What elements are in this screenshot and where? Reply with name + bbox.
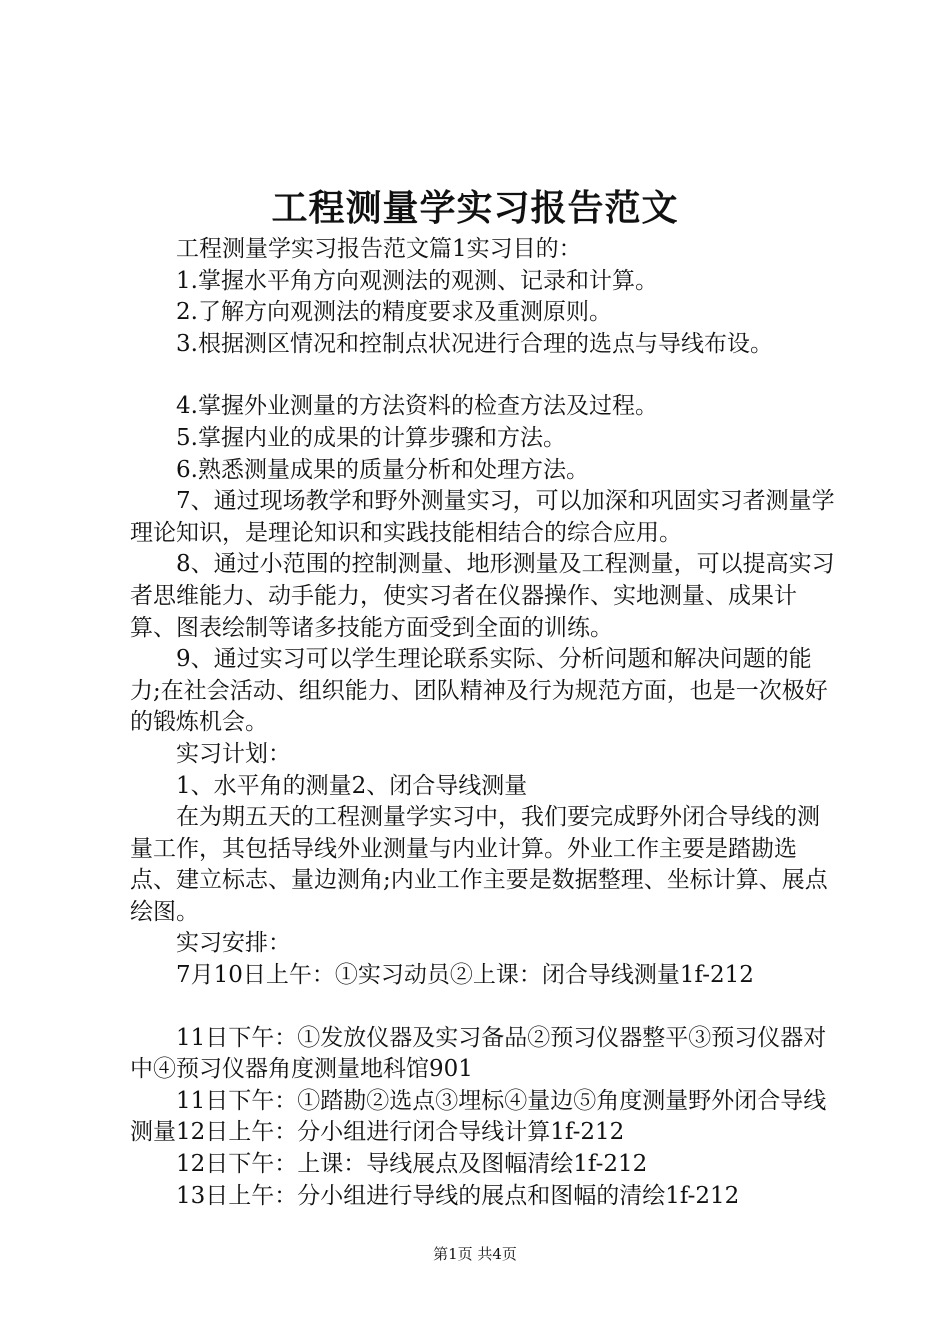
paragraph-objective-5: 5.掌握内业的成果的计算步骤和方法。 [176,424,566,451]
schedule-item-4: 12日下午：上课：导线展点及图幅清绘1f-212 [176,1151,648,1178]
heading-schedule: 实习安排： [176,930,291,957]
schedule-item-1: 7月10日上午：①实习动员②上课：闭合导线测量1f-212 [176,962,754,989]
paragraph-plan-items: 1、水平角的测量2、闭合导线测量 [176,772,528,799]
paragraph-objective-9: 9、通过实习可以学生理论联系实际、分析问题和解决问题的能力;在社会活动、组织能力、团队精神及行为规范方面，也是一次极好的锻炼机会。 [130,646,828,736]
paragraph-objective-4: 4.掌握外业测量的方法资料的检查方法及过程。 [176,393,658,420]
paragraph-intro: 工程测量学实习报告范文篇1实习目的： [176,236,582,262]
schedule-item-3: 11日下午：①踏勘②选点③埋标④量边⑤角度测量野外闭合导线测量12日上午：分小组进行闭合导线计算1f-212 [130,1087,827,1146]
schedule-item-5: 13日上午：分小组进行导线的展点和图幅的清绘1f-212 [176,1182,740,1209]
document-body [130,234,840,1212]
schedule-item-2: 11日下午：①发放仪器及实习备品②预习仪器整平③预习仪器对中④预习仪器角度测量地科馆901 [130,1024,827,1083]
paragraph-objective-1: 1.掌握水平角方向观测法的观测、记录和计算。 [176,267,658,294]
paragraph-objective-7: 7、通过现场教学和野外测量实习，可以加深和巩固实习者测量学理论知识，是理论知识和实践技能相结合的综合应用。 [130,488,835,546]
paragraph-objective-2: 2.了解方向观测法的精度要求及重测原则。 [176,299,612,326]
heading-plan: 实习计划： [176,740,291,767]
page-footer: 第1页 共4页 [433,1245,517,1263]
paragraph-objective-3: 3.根据测区情况和控制点状况进行合理的选点与导线布设。 [176,330,773,357]
paragraph-objective-6: 6.熟悉测量成果的质量分析和处理方法。 [176,456,589,483]
document-title: 工程测量学实习报告范文 [271,187,679,229]
paragraph-objective-8: 8、通过小范围的控制测量、地形测量及工程测量，可以提高实习者思维能力、动手能力，使实习者在仪器操作、实地测量、成果计算、图表绘制等诸多技能方面受到全面的训练。 [130,551,835,641]
paragraph-plan-description: 在为期五天的工程测量学实习中，我们要完成野外闭合导线的测量工作，其包括导线外业测量与内业计算。外业工作主要是踏勘选点、建立标志、量边测角;内业工作主要是数据整理、坐标计算、展点绘图。 [130,804,828,925]
